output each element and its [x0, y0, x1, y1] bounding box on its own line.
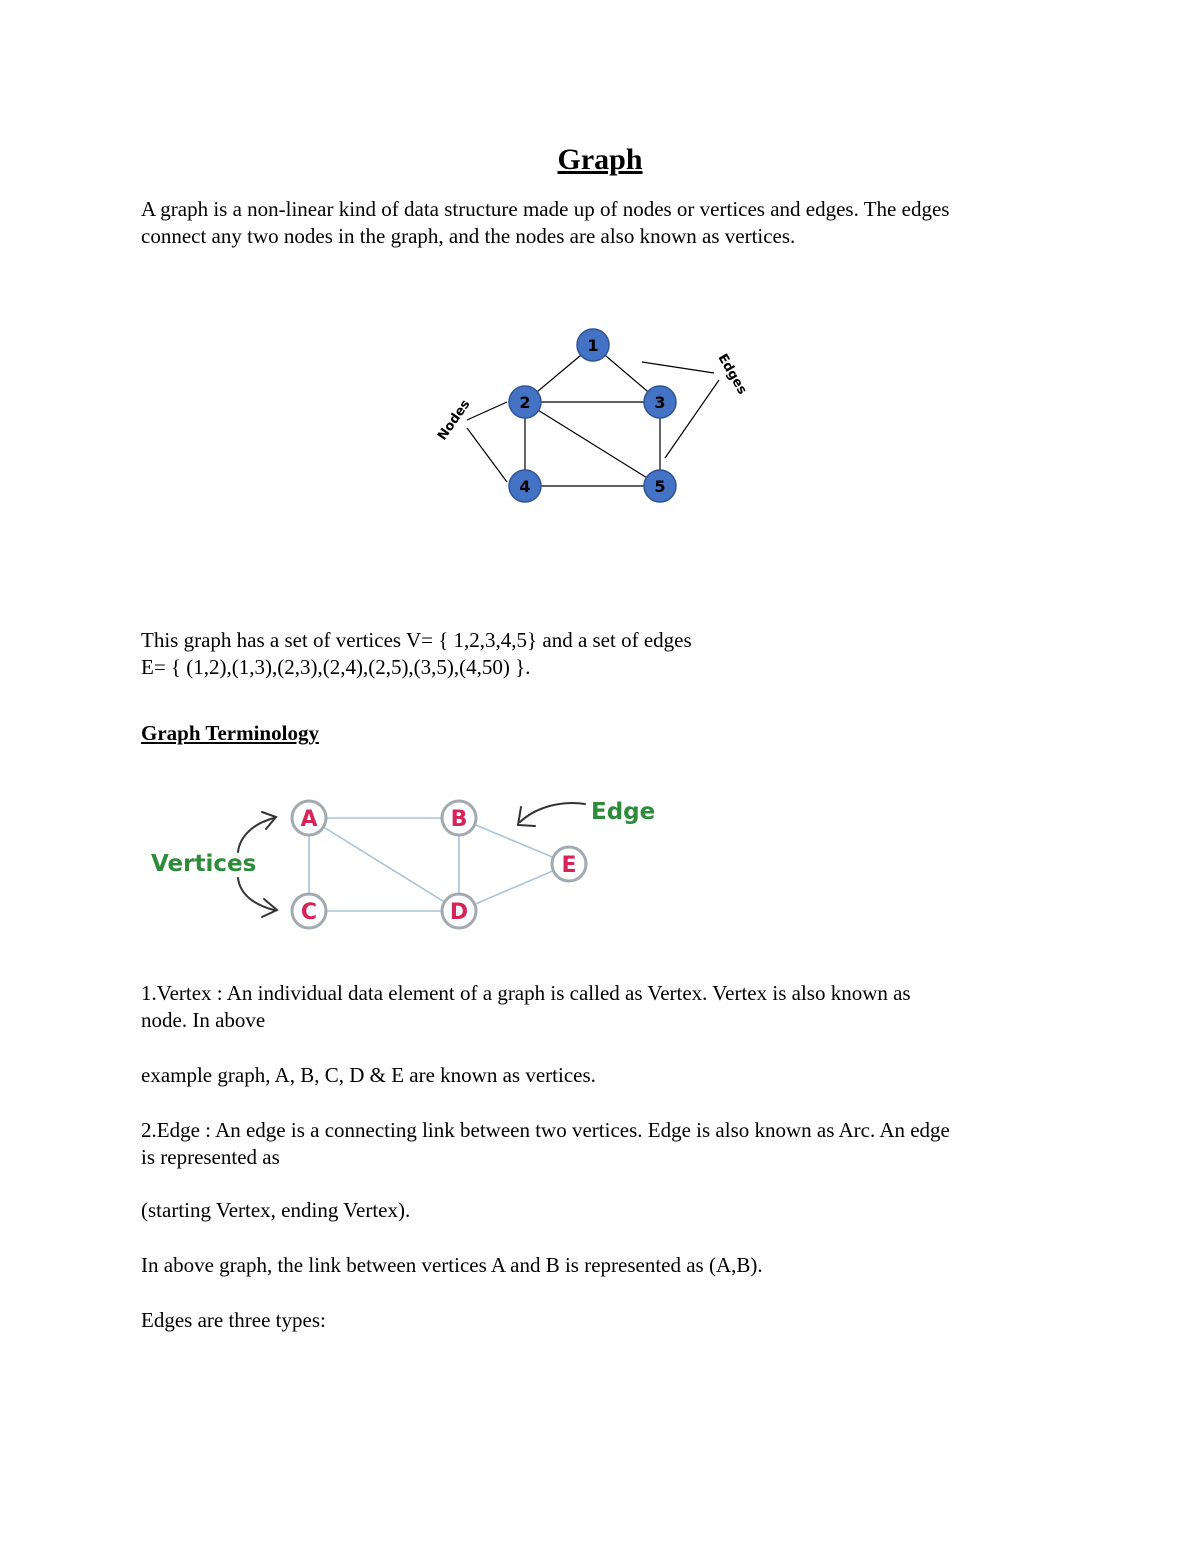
- vertices-arrow-upper: [238, 818, 274, 852]
- edge-a-d: [309, 818, 459, 911]
- node-4-label: 4: [519, 477, 531, 496]
- edge-def-line-1: 2.Edge : An edge is a connecting link between two vertices. Edge is also known as Arc. An edge: [141, 1118, 950, 1142]
- vertices-arrow-lower: [238, 878, 274, 910]
- vertex-c: [292, 894, 326, 928]
- edge-def-line-5: Edges are three types:: [141, 1308, 326, 1332]
- vertex-def-line-1: 1.Vertex : An individual data element of a graph is called as Vertex. Vertex is also known as: [141, 981, 911, 1005]
- edge-types-intro: [141, 1307, 1061, 1334]
- vertex-c-label: C: [300, 900, 318, 925]
- vertex-example: [141, 1062, 1061, 1089]
- edge-def-line-3: (starting Vertex, ending Vertex).: [141, 1198, 411, 1222]
- edge-label: Edge: [591, 799, 656, 825]
- vertex-set-line: This graph has a set of vertices V= { 1,2,3,4,5} and a set of edges: [141, 628, 692, 652]
- node-2-label: 2: [519, 393, 531, 412]
- edge-arrow: [520, 803, 585, 822]
- vertex-definition: [141, 980, 1061, 1034]
- vertex-e: [552, 847, 586, 881]
- terminology-heading: Graph Terminology: [141, 721, 319, 745]
- node-1-label: 1: [587, 336, 599, 355]
- edge-representation: [141, 1197, 1061, 1224]
- edges-label: Edges: [714, 351, 750, 398]
- node-5-label: 5: [654, 477, 666, 496]
- nodes-label: Nodes: [434, 397, 474, 444]
- vertex-a: [292, 801, 326, 835]
- edge-example: [141, 1252, 1061, 1279]
- node-3-label: 3: [654, 393, 666, 412]
- vertex-d-label: D: [449, 900, 469, 925]
- vertex-a-label: A: [300, 807, 318, 832]
- vertex-d: [442, 894, 476, 928]
- vertex-b: [442, 801, 476, 835]
- intro-line-2: connect any two nodes in the graph, and the nodes are also known as vertices.: [141, 224, 796, 248]
- edge-set-line: E= { (1,2),(1,3),(2,3),(2,4),(2,5),(3,5),(4,50) }.: [141, 655, 531, 679]
- vertex-e-label: E: [561, 853, 577, 878]
- vertex-def-line-2: node. In above: [141, 1008, 266, 1032]
- vertex-def-line-3: example graph, A, B, C, D & E are known as vertices.: [141, 1063, 596, 1087]
- intro-line-1: A graph is a non-linear kind of data structure made up of nodes or vertices and edges. The edges: [141, 197, 950, 221]
- vertices-label: Vertices: [151, 851, 257, 877]
- page-title: Graph: [557, 143, 643, 176]
- edge-definition: [141, 1117, 1061, 1171]
- edge-def-line-2: is represented as: [141, 1145, 280, 1169]
- vertex-b-label: B: [450, 807, 468, 832]
- edge-def-line-4: In above graph, the link between vertices A and B is represented as (A,B).: [141, 1253, 763, 1277]
